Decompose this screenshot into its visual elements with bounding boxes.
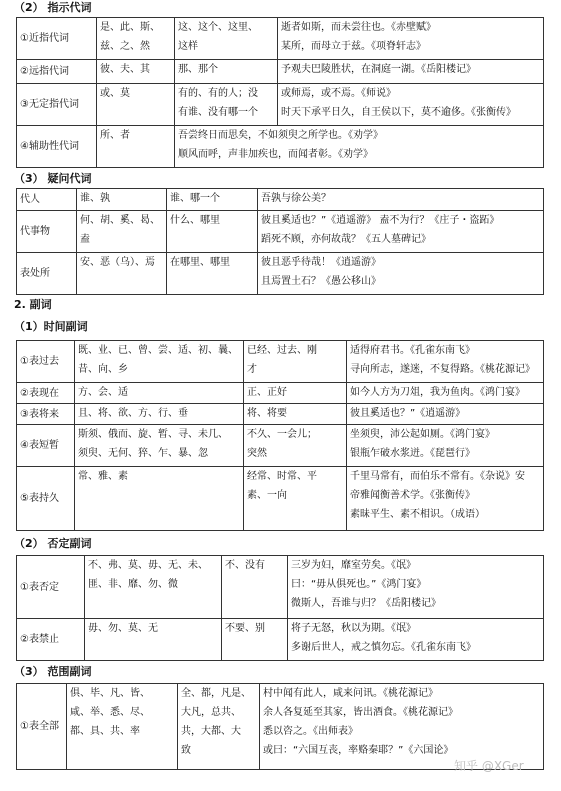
cell-text-line: ①表过去	[20, 356, 59, 367]
heading-text: 2. 副词	[14, 298, 52, 311]
cell-text-line: 这、这个、这里、	[178, 22, 258, 33]
table-row	[17, 425, 544, 467]
section-heading-adverb	[14, 298, 52, 312]
cell-text-line: 正、正好	[247, 387, 287, 398]
cell-text-line: 或、莫	[100, 88, 130, 99]
examples-cell	[278, 84, 544, 126]
meaning-cell	[167, 211, 258, 253]
cell-text-line: ②表现在	[20, 387, 59, 399]
table-row	[17, 619, 544, 661]
table-row	[17, 211, 544, 253]
watermark: 知乎 @XGer	[454, 759, 524, 773]
type-cell	[17, 467, 75, 531]
cell-text-line: 共，大都、大	[181, 726, 241, 737]
cell-text-line: 在哪里、哪里	[170, 257, 230, 268]
cell-text-line: 或曰：“六国互丧，率赂秦耶？”《六国论》	[263, 745, 454, 756]
table-row	[17, 253, 544, 295]
cell-text-line: 表处所	[20, 268, 50, 279]
meaning-cell	[167, 189, 258, 211]
cell-text-line: 全、都，凡是、	[181, 688, 251, 699]
examples-cell	[347, 341, 544, 383]
meaning-cell	[222, 619, 288, 661]
meaning-cell	[244, 404, 347, 425]
cell-text-line: 斯须、俄而、旋、暂、寻、未几、	[78, 429, 228, 440]
cell-text-line: 不、没有	[225, 560, 265, 571]
cell-text-line: 彼且恶乎待哉！《逍遥游》	[261, 257, 381, 268]
cell-text-line: 何、胡、奚、曷、	[80, 215, 160, 226]
type-cell	[17, 556, 85, 619]
cell-text-line: 寻向所志，遂迷，不复得路。《桃花源记》	[350, 364, 535, 375]
cell-text-line: 那、那个	[178, 64, 218, 75]
cell-text-line: 兹、之、然	[100, 41, 150, 52]
cell-text-line: 突然	[247, 448, 267, 459]
cell-text-line: 大凡，总共、	[181, 707, 241, 718]
cell-text-line: 谁、孰	[80, 193, 110, 204]
words-cell	[97, 126, 175, 168]
cell-text-line: 有谁、没有哪一个	[178, 107, 258, 118]
cell-text-line: 且、将、欲、方、行、垂	[78, 408, 188, 419]
cell-text-line: 素、一向	[247, 490, 287, 501]
cell-text-line: 是、此、斯、	[100, 22, 160, 33]
cell-text-line: 这样	[178, 41, 198, 52]
cell-text-line: ①近指代词	[20, 33, 69, 44]
words-cell	[97, 18, 175, 60]
examples-cell	[278, 60, 544, 84]
heading-text: （3） 疑问代词	[14, 172, 92, 185]
cell-text-line: 既、业、已、曾、尝、适、初、曩、	[78, 345, 238, 356]
cell-text-line: 须臾、无何、猝、乍、暴、忽	[78, 448, 208, 459]
cell-text-line: ②远指代词	[20, 66, 69, 77]
type-cell	[17, 404, 75, 425]
time-adverb-table	[16, 340, 544, 531]
cell-text-line: 彼且奚适也？”《逍遥游》 盍不为行？《庄子・盗跖》	[261, 215, 500, 226]
cell-text-line: 不要、别	[225, 623, 265, 634]
words-cell	[77, 189, 167, 211]
type-cell	[17, 383, 75, 404]
meaning-cell	[178, 684, 260, 770]
cell-text-line: 匪、非、靡、勿、微	[88, 579, 178, 590]
cell-text-line: 不、弗、莫、毋、无、未、	[88, 560, 208, 571]
examples-cell	[288, 556, 544, 619]
cell-text-line: 三岁为妇，靡室劳矣。《氓》	[291, 560, 416, 571]
cell-text-line: ①表全部	[20, 721, 59, 732]
examples-cell	[258, 253, 544, 295]
table-row	[17, 126, 544, 168]
cell-text-line: 咸、举、悉、尽、	[70, 707, 150, 718]
cell-text-line: 顺风而呼，声非加疾也，而闻者彰。《劝学》	[178, 149, 373, 160]
cell-text-line: 有的、有的人；没	[178, 88, 258, 99]
table-row	[17, 341, 544, 383]
meaning-cell	[175, 18, 278, 60]
cell-text-line: 逝者如斯，而未尝往也。《赤壁赋》	[281, 22, 436, 33]
cell-text-line: 多谢后世人，戒之慎勿忘。《孔雀东南飞》	[291, 642, 476, 653]
cell-text-line: 代人	[20, 194, 40, 205]
table-row	[17, 383, 544, 404]
meaning-cell	[175, 84, 278, 126]
examples-cell	[258, 189, 544, 211]
cell-text-line: 予观夫巴陵胜状，在洞庭一湖。《岳阳楼记》	[281, 64, 476, 75]
examples-cell	[175, 126, 544, 168]
heading-text: （2） 指示代词	[14, 1, 92, 14]
meaning-cell	[244, 425, 347, 467]
cell-text-line: ⑤表持久	[20, 493, 59, 504]
type-cell	[17, 684, 67, 770]
cell-text-line: 已经、过去、刚	[247, 345, 317, 356]
section-heading-demonstrative	[14, 1, 91, 15]
words-cell	[67, 684, 178, 770]
table-row	[17, 404, 544, 425]
meaning-cell	[222, 556, 288, 619]
heading-text: （3） 范围副词	[14, 665, 92, 678]
type-cell	[17, 189, 77, 211]
cell-text-line: 曰：“毋从俱死也。”《鸿门宴》	[291, 579, 427, 590]
meaning-cell	[244, 383, 347, 404]
cell-text-line: 致	[181, 745, 191, 756]
type-cell	[17, 60, 97, 84]
examples-cell	[347, 425, 544, 467]
cell-text-line: 时天下承平日久，自王侯以下，莫不逾侈。《张衡传》	[281, 107, 516, 118]
words-cell	[77, 253, 167, 295]
meaning-cell	[244, 467, 347, 531]
words-cell	[85, 556, 222, 619]
cell-text-line: ①表否定	[20, 581, 59, 593]
words-cell	[77, 211, 167, 253]
type-cell	[17, 211, 77, 253]
cell-text-line: 都、具、共、率	[70, 726, 140, 737]
type-cell	[17, 253, 77, 295]
examples-cell	[258, 211, 544, 253]
table-row	[17, 467, 544, 531]
section-heading-time-adverb	[14, 320, 88, 334]
negative-adverb-table	[16, 555, 544, 661]
heading-text: （1）时间副词	[14, 320, 88, 333]
words-cell	[97, 60, 175, 84]
cell-text-line: 帝雅闻衡善术学。《张衡传》	[350, 490, 475, 501]
meaning-cell	[244, 341, 347, 383]
heading-text: （2） 否定副词	[14, 537, 92, 550]
words-cell	[75, 467, 244, 531]
cell-text-line: 才	[247, 364, 257, 375]
cell-text-line: 经常、时常、平	[247, 471, 317, 482]
cell-text-line: 悉以咨之。《出师表》	[263, 726, 358, 737]
examples-cell	[347, 404, 544, 425]
table-row	[17, 18, 544, 60]
table-row	[17, 556, 544, 619]
cell-text-line: 坐须臾，沛公起如厕。《鸿门宴》	[350, 429, 495, 440]
type-cell	[17, 126, 97, 168]
words-cell	[75, 383, 244, 404]
examples-cell	[288, 619, 544, 661]
section-heading-negative-adverb	[14, 537, 91, 551]
cell-text-line: 安、恶（乌）、焉	[80, 257, 155, 268]
cell-text-line: ③无定指代词	[20, 99, 79, 110]
type-cell	[17, 18, 97, 60]
examples-cell	[347, 383, 544, 404]
words-cell	[75, 341, 244, 383]
cell-text-line: 某所，而母立于兹。《项脊轩志》	[281, 41, 426, 52]
type-cell	[17, 341, 75, 383]
cell-text-line: 千里马常有，而伯乐不常有。《杂说》安	[350, 471, 525, 482]
cell-text-line: ④表短暂	[20, 440, 59, 451]
cell-text-line: 素昧平生、素不相识。（成语）	[350, 509, 485, 520]
cell-text-line: 不久、一会儿；	[247, 429, 317, 440]
cell-text-line: 彼且奚适也？”《逍遥游》	[350, 408, 466, 419]
cell-text-line: ④辅助性代词	[20, 141, 79, 152]
cell-text-line: 适得府君书。《孔雀东南飞》	[350, 345, 475, 356]
cell-text-line: 如今人方为刀俎，我为鱼肉。《鸿门宴》	[350, 387, 525, 398]
section-heading-scope-adverb	[14, 665, 91, 679]
cell-text-line: 将子无怒，秋以为期。《氓》	[291, 623, 416, 634]
cell-text-line: 盍	[80, 234, 90, 245]
cell-text-line: 什么、哪里	[170, 215, 220, 226]
words-cell	[97, 84, 175, 126]
cell-text-line: 昔、向、乡	[78, 364, 128, 375]
examples-cell	[278, 18, 544, 60]
cell-text-line: 代事物	[20, 226, 50, 237]
type-cell	[17, 84, 97, 126]
table-row	[17, 60, 544, 84]
cell-text-line: 吾尝终日而思矣，不如须臾之所学也。《劝学》	[178, 130, 383, 141]
cell-text-line: 谁、哪一个	[170, 193, 220, 204]
cell-text-line: 毋、勿、莫、无	[88, 623, 158, 634]
table-row	[17, 84, 544, 126]
table-row	[17, 189, 544, 211]
meaning-cell	[167, 253, 258, 295]
cell-text-line: 村中闻有此人，咸来问讯。《桃花源记》	[263, 688, 438, 699]
type-cell	[17, 619, 85, 661]
interrogative-pronoun-table	[16, 188, 544, 295]
cell-text-line: 蹈死不顾，亦何故哉？《五人墓碑记》	[261, 234, 431, 245]
cell-text-line: 银瓶乍破水浆迸。《琵琶行》	[350, 448, 475, 459]
words-cell	[75, 404, 244, 425]
cell-text-line: 微斯人，吾谁与归？《岳阳楼记》	[291, 598, 441, 609]
cell-text-line: 所、者	[100, 130, 130, 141]
cell-text-line: 俱、毕、凡、皆、	[70, 688, 150, 699]
cell-text-line: ③表将来	[20, 408, 59, 420]
words-cell	[85, 619, 222, 661]
cell-text-line: 且焉置土石？《愚公移山》	[261, 276, 381, 287]
cell-text-line: 吾孰与徐公美？	[261, 193, 331, 204]
cell-text-line: 或师焉，或不焉。《师说》	[281, 88, 396, 99]
demonstrative-pronoun-table	[16, 17, 544, 168]
meaning-cell	[175, 60, 278, 84]
section-heading-interrogative	[14, 172, 91, 186]
type-cell	[17, 425, 75, 467]
cell-text-line: 彼、夫、其	[100, 64, 150, 75]
cell-text-line: 常、雅、素	[78, 471, 128, 482]
cell-text-line: 方、会、适	[78, 387, 128, 398]
cell-text-line: 余人各复延至其家，皆出酒食。《桃花源记》	[263, 707, 458, 718]
examples-cell	[347, 467, 544, 531]
words-cell	[75, 425, 244, 467]
cell-text-line: ②表禁止	[20, 634, 59, 645]
cell-text-line: 将、将要	[247, 408, 287, 419]
